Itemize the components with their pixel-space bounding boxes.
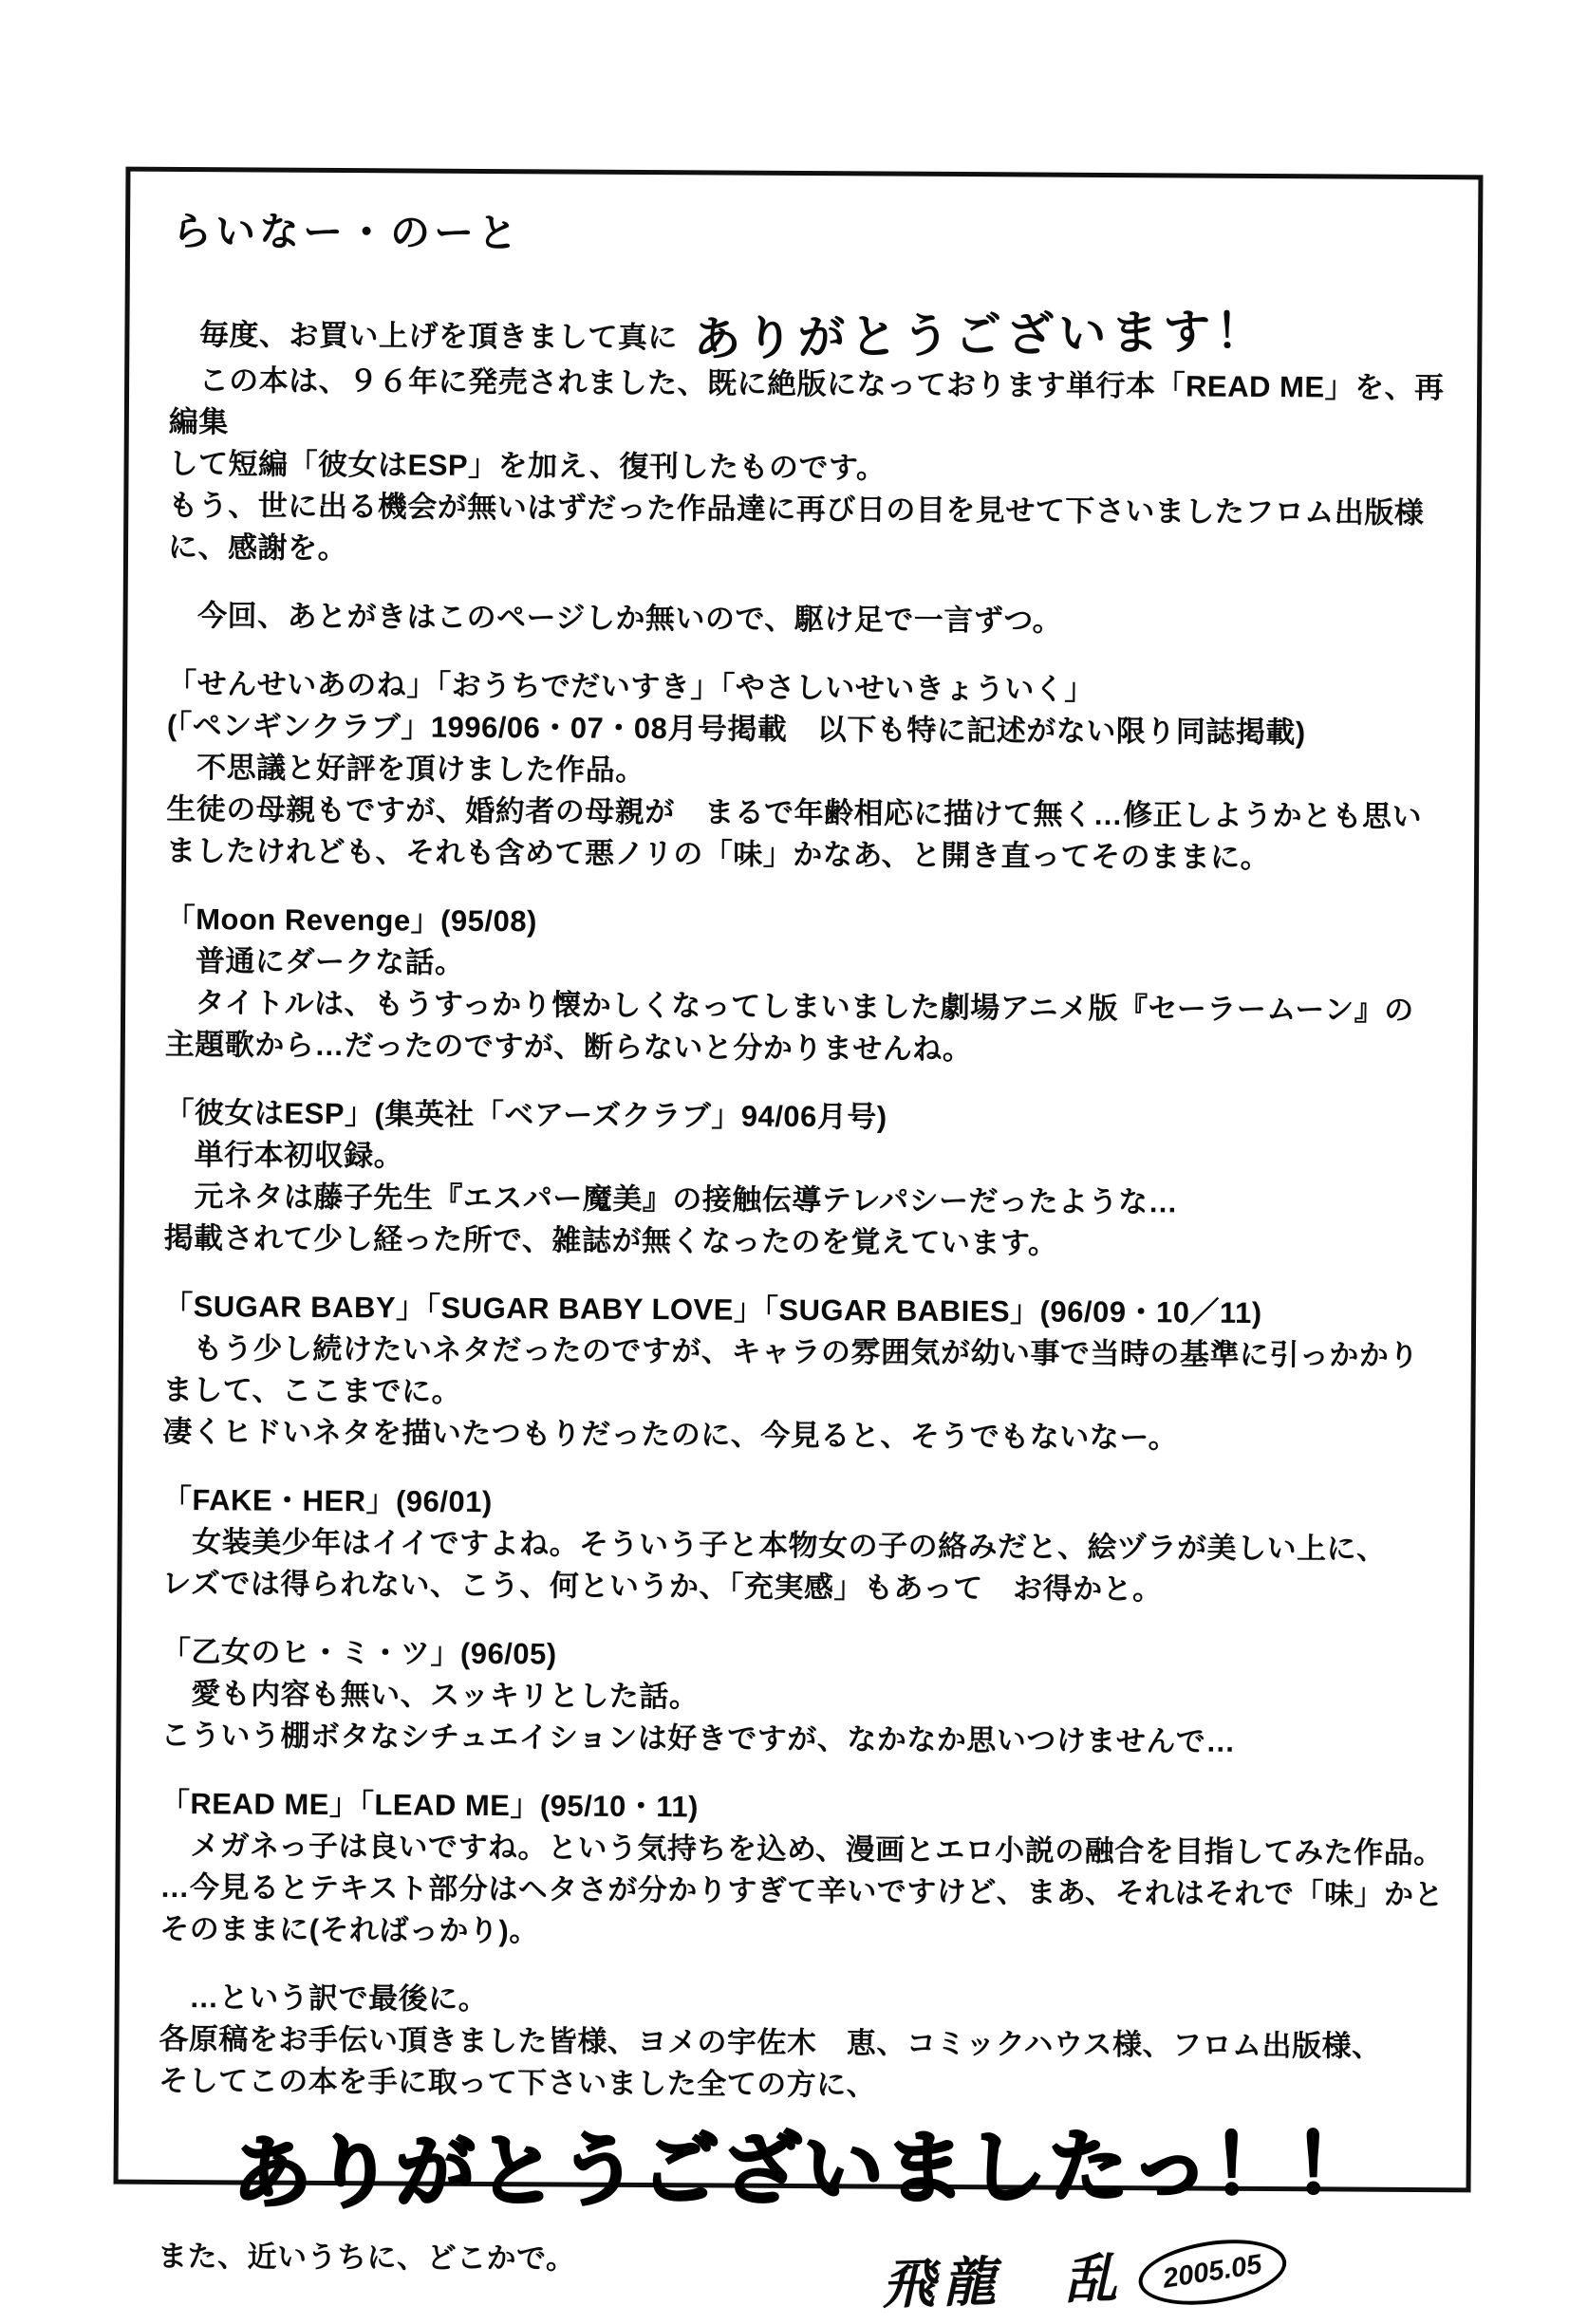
closing-line: 各原稿をお手伝い頂きました皆様、ヨメの宇佐木 恵、コミックハウス様、フロム出版様、 bbox=[159, 2021, 1382, 2063]
section-line: メガネっ子は良いですね。という気持ちを込め、漫画とエロ小説の融合を目指してみた作品。 bbox=[159, 1828, 1444, 1870]
section-line: 単行本初収録。 bbox=[164, 1137, 404, 1173]
section-line: …今見るとテキスト部分はヘタさが分かりすぎて辛いですけど、まあ、それはそれで「味」かと bbox=[159, 1869, 1445, 1912]
section-line: まして、ここまでに。 bbox=[162, 1372, 462, 1408]
liner-note-box bbox=[114, 167, 1484, 2315]
author-signature: 飛龍 乱 bbox=[881, 2247, 1127, 2315]
final-line: また、近いうちに、どこかで。 bbox=[157, 2239, 576, 2276]
closing-line: …という訳で最後に。 bbox=[159, 1980, 489, 2017]
section-line: 主題歌から…だったのですが、断らないと分かりませんね。 bbox=[164, 1027, 973, 1067]
section-line: 不思議と好評を頂けました作品。 bbox=[166, 750, 645, 788]
closing-line: そしてこの本を手に取って下さいました全ての方に、 bbox=[159, 2063, 877, 2102]
section-line: そのままに(そればっかり)。 bbox=[159, 1911, 539, 1948]
intro-line: して短編「彼女はESP」を加え、復刊したものです。 bbox=[168, 446, 887, 485]
section-read-me-lead-me bbox=[159, 1783, 1451, 1958]
handwritten-thanks-inline: ありがとうございます！ bbox=[692, 304, 1268, 366]
section-line: (「ペンギンクラブ」1996/06・07・08月号掲載 以下も特に記述がない限り同誌掲載) bbox=[166, 708, 1306, 750]
section-line: レズでは得られない、こう、何というか、「充実感」もあって お得かと。 bbox=[161, 1566, 1163, 1607]
section-moon-revenge bbox=[165, 899, 1457, 1073]
closing-paragraph bbox=[158, 1977, 1450, 2315]
section-sugar-baby bbox=[162, 1286, 1454, 1460]
intro-line: もう、世に出る機会が無いはずだった作品達に再び日の目を見せて下さいましたフロム出版様 bbox=[168, 488, 1425, 530]
section-heading: 「READ ME」「LEAD ME」(95/10・11) bbox=[159, 1786, 700, 1824]
section-heading: 「SUGAR BABY」「SUGAR BABY LOVE」「SUGAR BABIES」(96/09・10／11) bbox=[163, 1289, 1262, 1329]
intro-first-line bbox=[169, 293, 1460, 366]
signature-block bbox=[881, 2232, 1288, 2319]
section-line: 生徒の母親もですが、婚約者の母親が まるで年齢相応に描けて無く…修正しようかとも思い bbox=[166, 791, 1423, 834]
section-line: 掲載されて少し経った所で、雑誌が無くなったのを覚えています。 bbox=[163, 1220, 1058, 1260]
intro-line: この本は、９６年に発売されました、既に絶版になっております単行本「READ ME」を、再編集 bbox=[168, 363, 1445, 439]
intro-line: に、感謝を。 bbox=[167, 530, 348, 566]
section-line: こういう棚ボタなシチュエイションは好きですが、なかなか思いつけませんで… bbox=[160, 1718, 1236, 1758]
section-heading: 「彼女はESP」(集英社「ベアーズクラブ」94/06月号) bbox=[164, 1095, 887, 1134]
section-heading: 「FAKE・HER」(96/01) bbox=[161, 1482, 493, 1519]
final-row bbox=[158, 2236, 1448, 2315]
section-line: 凄くヒドいネタを描いたつもりだったのに、今見ると、そうでもないなー。 bbox=[162, 1414, 1179, 1455]
intro-para2: 今回、あとがきはこのページしか無いので、駆け足で一言ずつ。 bbox=[167, 598, 1063, 638]
section-line: タイトルは、もうすっかり懐かしくなってしまいました劇場アニメ版『セーラームーン』の bbox=[165, 985, 1414, 1027]
page-title: らいなー・のーと bbox=[171, 208, 522, 256]
section-line: 元ネタは藤子先生『エスパー魔美』の接触伝導テレパシーだったような… bbox=[163, 1179, 1179, 1219]
section-heading: 「乙女のヒ・ミ・ツ」(96/05) bbox=[160, 1634, 557, 1671]
handwritten-big-thanks: ありがとうございましたっ！！ bbox=[232, 2119, 1375, 2219]
section-heading: 「せんせいあのね」「おうちでだいすき」「やさしいせいきょういく」 bbox=[167, 666, 1094, 706]
intro-paragraph bbox=[167, 293, 1460, 644]
section-kanojo-wa-esp bbox=[163, 1092, 1455, 1267]
section-line: 愛も内容も無い、スッキリとした話。 bbox=[160, 1676, 700, 1714]
intro-line1-text: 毎度、お買い上げを頂きまして真に bbox=[169, 317, 679, 355]
signature-date-oval: 2005.05 bbox=[1134, 2230, 1291, 2314]
section-fake-her bbox=[161, 1479, 1453, 1612]
section-line: 女装美少年はイイですよね。そういう子と本物女の子の絡みだと、絵ヅラが美しい上に、 bbox=[161, 1524, 1387, 1566]
section-otome-no-himitsu bbox=[160, 1631, 1452, 1764]
section-heading: 「Moon Revenge」(95/08) bbox=[165, 902, 537, 939]
section-line: 普通にダークな話。 bbox=[165, 943, 465, 979]
section-line: ましたけれども、それも含めて悪ノリの「味」かなあ、と開き直ってそのままに。 bbox=[165, 833, 1271, 875]
section-line: もう少し続けたいネタだったのですが、キャラの雰囲気が幼い事で当時の基準に引っかかり bbox=[162, 1330, 1419, 1372]
section-sensei-anone bbox=[166, 663, 1458, 880]
